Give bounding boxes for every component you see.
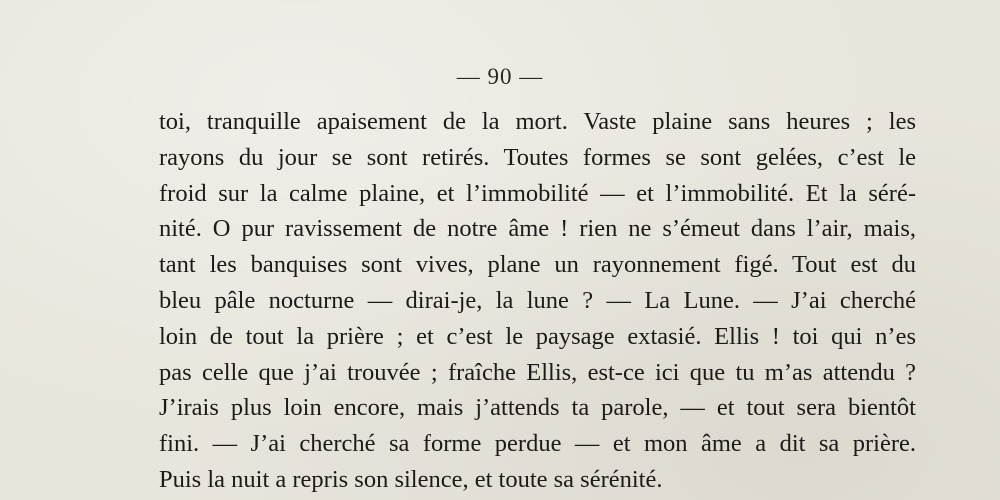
text-line: J’irais plus loin encore, mais j’attends ta parole, — et tout sera bientôt <box>159 394 916 422</box>
text-line: rayons du jour se sont retirés. Toutes formes se sont gelées, c’est le <box>159 143 916 171</box>
text-line: nité. O pur ravissement de notre âme ! rien ne s’émeut dans l’air, mais, <box>159 215 916 243</box>
page-number: — 90 — <box>456 64 544 89</box>
text-line: pas celle que j’ai trouvée ; fraîche Ellis, est-ce ici que tu m’as attendu ? <box>159 358 916 386</box>
text-line: tant les banquises sont vives, plane un rayonnement figé. Tout est du <box>159 251 916 279</box>
body-text <box>159 104 916 498</box>
text-line: loin de tout la prière ; et c’est le paysage extasié. Ellis ! toi qui n’es <box>159 322 916 350</box>
text-line-last: Puis la nuit a repris son silence, et toute sa sérénité. <box>159 465 663 493</box>
text-line: froid sur la calme plaine, et l’immobilité — et l’immobilité. Et la séré- <box>159 179 916 207</box>
text-line: toi, tranquille apaisement de la mort. Vaste plaine sans heures ; les <box>159 108 916 135</box>
text-line: bleu pâle nocturne — dirai-je, la lune ? — La Lune. — J’ai cherché <box>159 286 916 314</box>
text-line: fini. — J’ai cherché sa forme perdue — et mon âme a dit sa prière. <box>159 430 916 458</box>
